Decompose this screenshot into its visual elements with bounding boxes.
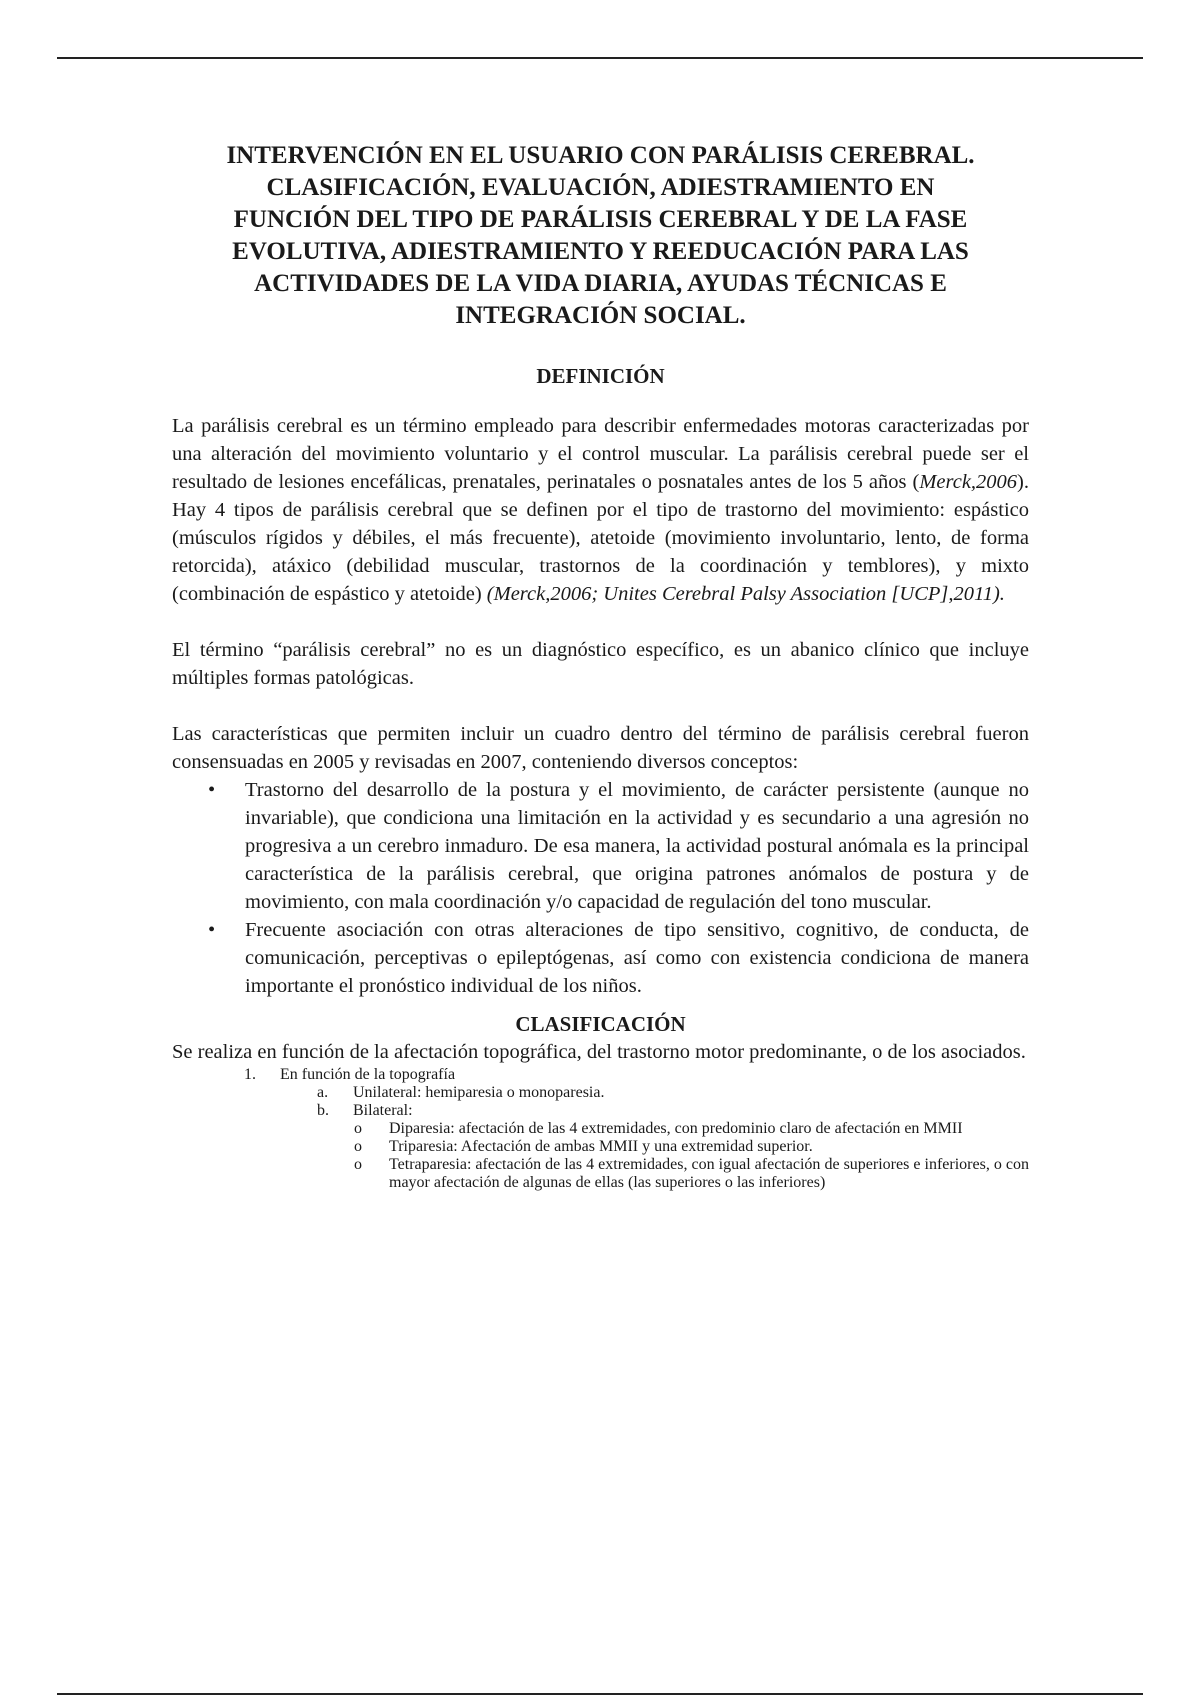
paragraph-text: ). Hay 4 tipos de parálisis cerebral que se definen por el tipo de trastorno del movimiento: espástico (músculos rígidos y débiles, el más frecuente), atetoide (movimiento involuntario, lento, de forma retorcida), atáxico (debilidad muscular, trastornos de la coordinación y temblores), y mixto (combinación de espástico y atetoide) [172,471,1029,605]
sub-item-marker: o [354,1156,362,1173]
bullet-list [172,776,1029,1000]
sub-item [172,1156,1029,1192]
definition-paragraph [172,412,1029,608]
item-text: Bilateral: [353,1102,413,1119]
numbered-item [172,1066,1029,1084]
item-text: Triparesia: Afectación de ambas MMII y una extremidad superior. [389,1138,813,1155]
citation: Merck,2006 [919,471,1018,493]
item-letter: a. [317,1084,329,1101]
list-item [208,776,1029,916]
bullet-marker: • [208,919,216,941]
title-line: EVOLUTIVA, ADIESTRAMIENTO Y REEDUCACIÓN PARA LAS [232,238,969,265]
paragraph-text: La parálisis cerebral es un término empleado para describir enfermedades motoras caracterizadas por una alteración del movimiento voluntario y el control muscular. La parálisis cerebral puede ser el resultado de lesiones encefálicas, prenatales, perinatales o posnatales antes de los 5 años ( [172,415,1029,493]
item-text: Unilateral: hemiparesia o monoparesia. [353,1084,605,1101]
sub-item [172,1138,1029,1156]
lettered-item [172,1102,1029,1120]
bullet-marker: • [208,779,216,801]
title-line: FUNCIÓN DEL TIPO DE PARÁLISIS CEREBRAL Y DE LA FASE [233,206,968,233]
section-heading-definicion: DEFINICIÓN [536,364,665,388]
sub-item-marker: o [354,1138,362,1155]
paragraph: Las características que permiten incluir un cuadro dentro del término de parálisis cerebral fueron consensuadas en 2005 y revisadas en 2007, conteniendo diversos conceptos: [172,723,1029,773]
title-line: INTEGRACIÓN SOCIAL. [455,302,746,329]
sub-item [172,1120,1029,1138]
item-text: Tetraparesia: afectación de las 4 extremidades, con igual afectación de superiores e inferiores, o con mayor afectación de algunas de ellas (las superiores o las inferiores) [389,1156,1029,1191]
section-heading-clasificacion: CLASIFICACIÓN [515,1012,686,1036]
document-page [172,140,1029,1192]
item-letter: b. [317,1102,329,1119]
top-rule [57,57,1143,59]
paragraph: El término “parálisis cerebral” no es un diagnóstico específico, es un abanico clínico que incluye múltiples formas patológicas. [172,639,1029,689]
title-line: INTERVENCIÓN EN EL USUARIO CON PARÁLISIS CEREBRAL. [226,142,975,169]
item-number: 1. [244,1066,256,1083]
title-line: ACTIVIDADES DE LA VIDA DIARIA, AYUDAS TÉCNICAS E [254,270,947,297]
list-item [208,916,1029,1000]
sub-item-marker: o [354,1120,362,1137]
list-item-text: Trastorno del desarrollo de la postura y el movimiento, de carácter persistente (aunque no invariable), que condiciona una limitación en la actividad y es secundario a una agresión no progresiva a un cerebro inmaduro. De esa manera, la actividad postural anómala es la principal característica de la parálisis cerebral, que origina patrones anómalos de postura y de movimiento, con mala coordinación y/o capacidad de regulación del tono muscular. [245,779,1029,913]
lettered-item [172,1084,1029,1102]
item-text: Diparesia: afectación de las 4 extremidades, con predominio claro de afectación en MMII [389,1120,963,1137]
document-title [172,140,1029,332]
paragraph: Se realiza en función de la afectación topográfica, del trastorno motor predominante, o de los asociados. [172,1041,1026,1063]
citation: (Merck,2006; Unites Cerebral Palsy Association [UCP],2011). [486,583,1005,605]
title-line: CLASIFICACIÓN, EVALUACIÓN, ADIESTRAMIENTO EN [266,174,935,201]
item-text: En función de la topografía [280,1066,456,1083]
bottom-rule [57,1693,1143,1695]
list-item-text: Frecuente asociación con otras alteraciones de tipo sensitivo, cognitivo, de conducta, de comunicación, perceptivas o epileptógenas, así como con existencia condiciona de manera importante el pronóstico individual de los niños. [245,919,1029,997]
